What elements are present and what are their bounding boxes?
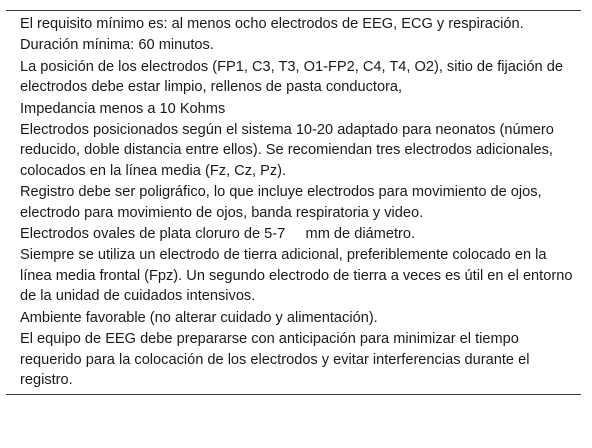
requirement-row: El equipo de EEG debe prepararse con anticipación para minimizar el tiempo requerido para la colocación de los electrodos y evitar interferencias durante el registro. <box>20 331 534 388</box>
requirement-row: La posición de los electrodos (FP1, C3, T3, O1-FP2, C4, T4, O2), sitio de fijación de electrodos debe estar limpio, rellenos de pasta conductora, <box>20 58 567 96</box>
requirement-row: El requisito mínimo es: al menos ocho electrodos de EEG, ECG y respiración. <box>20 16 524 32</box>
requirement-row: Registro debe ser poligráfico, lo que incluye electrodos para movimiento de ojos, electrodo para movimiento de ojos, banda respiratoria y video. <box>20 184 546 221</box>
requirement-row: Ambiente favorable (no alterar cuidado y alimentación). <box>20 309 378 326</box>
requirement-row: Impedancia menos a 10 Kohms <box>20 100 226 117</box>
requirements-table <box>6 10 581 395</box>
requirement-row: Duración mínima: 60 minutos. <box>20 37 214 54</box>
requirement-row: Electrodos ovales de plata cloruro de 5-7 mm de diámetro. <box>20 226 416 243</box>
requirement-row: Siempre se utiliza un electrodo de tierra adicional, preferiblemente colocado en la línea media frontal (Fpz). Un segundo electrodo de tierra a veces es útil en el entorno de la unidad de cuidados intensivos. <box>20 247 577 305</box>
requirement-row: Electrodos posicionados según el sistema 10-20 adaptado para neonatos (número reducido, doble distancia entre ellos). Se recomiendan tres electrodos adicionales, colocados en la línea media (Fz, Cz, Pz). <box>20 122 558 179</box>
